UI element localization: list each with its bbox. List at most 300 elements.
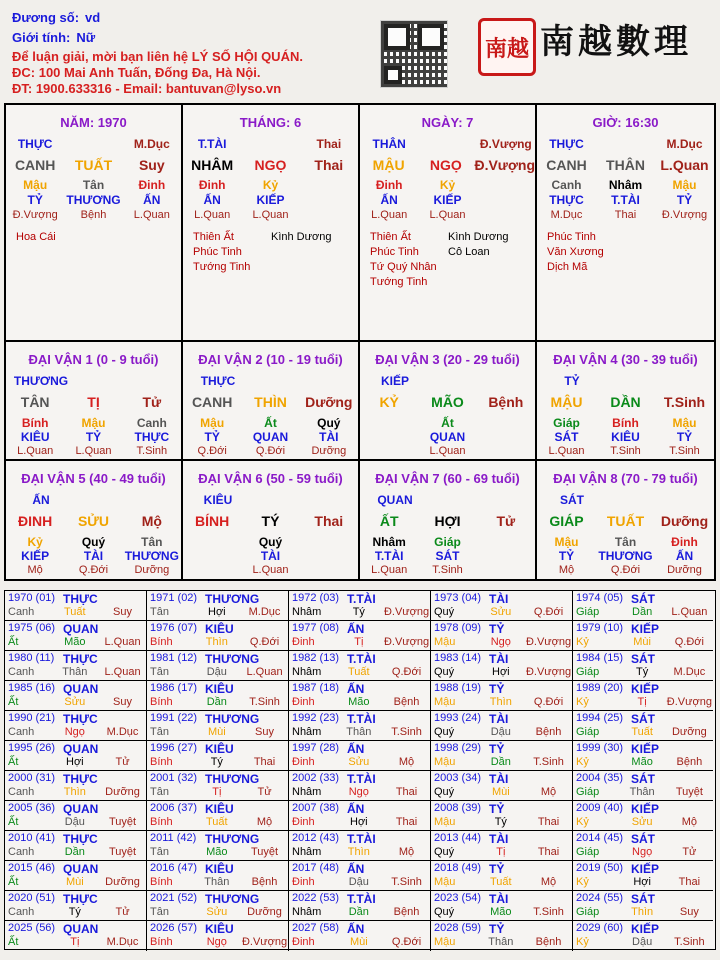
year-god: SÁT: [631, 892, 655, 906]
year-stem: Tân: [150, 666, 169, 678]
year-stage: Bệnh: [535, 726, 562, 738]
dai-van-main-cell: T.Sinh: [663, 394, 706, 410]
year-branch: Dần: [632, 606, 653, 618]
year-label: 2002 (33): [292, 772, 340, 784]
year-pillar: [431, 846, 572, 858]
year-label: 2004 (35): [576, 772, 624, 784]
dai-van-gods: [360, 430, 535, 444]
year-label: 2010 (41): [8, 832, 56, 844]
year-god: KIÊU: [205, 802, 234, 816]
year-cell[interactable]: [573, 771, 713, 801]
pillar-stages-cell: L.Quan: [252, 209, 289, 221]
pillar-hidden-cell: [477, 178, 535, 192]
year-cell[interactable]: [573, 861, 713, 891]
dai-van-5: [6, 461, 183, 580]
year-god: THƯƠNG: [205, 832, 260, 846]
dai-van-main-cell: ĐINH: [18, 513, 53, 529]
dai-van-gods-cell: TÀI: [319, 430, 339, 444]
dai-van-title: ĐẠI VẬN 4 (30 - 39 tuổi): [553, 352, 698, 367]
dai-van-hidden-cell: Giáp: [553, 416, 580, 430]
year-label: 2016 (47): [150, 862, 198, 874]
star-name: [448, 260, 526, 275]
dai-van-gods-cell: TÀI: [260, 549, 281, 563]
year-label: 2003 (34): [434, 772, 482, 784]
year-stage: Q.Đới: [674, 636, 704, 648]
dai-van-god-label: THỰC: [200, 374, 236, 388]
year-stage: Tuyệt: [108, 816, 137, 828]
year-stage: T.Sinh: [533, 906, 564, 918]
year-stage: Mộ: [398, 846, 415, 858]
year-stage: Tử: [257, 786, 272, 798]
dai-van-stages-cell: T.Sinh: [610, 445, 641, 457]
year-stage: Dưỡng: [247, 906, 282, 918]
year-stage: M.Dục: [248, 606, 281, 618]
pillar-stages: [360, 209, 535, 221]
pillar-gods-cell: TỶ: [676, 193, 693, 207]
year-stage: Q.Đới: [391, 936, 422, 948]
year-label: 2020 (51): [8, 892, 56, 904]
year-stem: Giáp: [576, 666, 600, 678]
pillar-stages-cell: L.Quan: [371, 209, 408, 221]
year-pillar: [289, 906, 430, 918]
pillar-title: NGÀY: 7: [421, 115, 474, 130]
dai-van-main: [537, 513, 714, 529]
year-branch: Ngọ: [632, 846, 653, 858]
year-god: KIẾP: [631, 802, 660, 816]
pillar-gods-cell: THƯƠNG: [66, 193, 121, 207]
year-label: 2014 (45): [576, 832, 624, 844]
year-cell[interactable]: [289, 591, 431, 621]
star-row: [370, 275, 526, 290]
year-cell[interactable]: [5, 591, 147, 621]
year-label: 2013 (44): [434, 832, 482, 844]
pillar-main: [360, 157, 535, 173]
dai-van-title: ĐẠI VẬN 8 (70 - 79 tuổi): [553, 471, 698, 486]
pillar-gods: [360, 193, 535, 207]
pillar-gods-cell: ẤN: [380, 193, 398, 207]
pillar-stages-cell: [300, 209, 358, 221]
year-cell[interactable]: [573, 651, 713, 681]
year-stem: Tân: [150, 786, 169, 798]
year-stage: T.Sinh: [674, 936, 705, 948]
subject-value: vd: [85, 10, 101, 25]
pillar-main-cell: Suy: [138, 157, 165, 173]
dai-van-stages-cell: Mộ: [27, 564, 43, 576]
year-cell[interactable]: [147, 741, 289, 771]
year-cell[interactable]: [289, 741, 431, 771]
dai-van-stages-cell: [477, 445, 535, 457]
year-god: THƯƠNG: [205, 712, 260, 726]
year-cell[interactable]: [431, 681, 573, 711]
year-stage: Q.Đới: [249, 636, 280, 648]
year-cell[interactable]: [5, 741, 147, 771]
year-cell[interactable]: [5, 711, 147, 741]
dai-van-7: [360, 461, 537, 580]
year-cell[interactable]: [431, 921, 573, 951]
year-stage: Q.Đới: [533, 606, 564, 618]
dai-van-title: ĐẠI VẬN 3 (20 - 29 tuổi): [375, 352, 520, 367]
pillar-top-cell: M.Dục: [666, 137, 703, 151]
dai-van-hidden-cell: Giáp: [434, 535, 461, 549]
pillar-hidden-cell: Canh: [551, 178, 582, 192]
pillar-top-cell: [64, 137, 122, 151]
year-stem: Ất: [8, 636, 19, 648]
dai-van-stages: [360, 564, 535, 576]
pillar-gods-cell: KIẾP: [256, 193, 285, 207]
year-god: T.TÀI: [347, 652, 376, 666]
year-cell[interactable]: [147, 801, 289, 831]
year-cell[interactable]: [573, 831, 713, 861]
year-god: T.TÀI: [347, 892, 376, 906]
year-cell[interactable]: [431, 861, 573, 891]
dai-van-main-cell: Bệnh: [488, 394, 524, 410]
year-cell[interactable]: [431, 891, 573, 921]
year-branch: Sửu: [631, 816, 653, 828]
year-stage: T.Sinh: [391, 726, 422, 738]
year-god: QUAN: [63, 622, 99, 636]
year-god: ẤN: [347, 622, 365, 636]
year-stem: Giáp: [576, 606, 600, 618]
dai-van-gods-cell: KIÊU: [20, 430, 50, 444]
pillar-top-cell: M.Dục: [133, 137, 170, 151]
year-branch: Sửu: [206, 906, 228, 918]
year-stem: Quý: [434, 606, 455, 618]
year-god: TÀI: [489, 652, 509, 666]
dai-van-hidden-cell: Ất: [264, 416, 277, 430]
year-stem: Đinh: [292, 636, 315, 648]
year-cell[interactable]: [573, 801, 713, 831]
year-cell[interactable]: [573, 921, 713, 951]
dai-van-god-label: THƯƠNG: [13, 374, 69, 388]
dai-van-gods: [537, 549, 714, 563]
dai-van-gods-cell: [477, 430, 535, 444]
year-label: 2015 (46): [8, 862, 56, 874]
year-god: T.TÀI: [347, 592, 376, 606]
year-pillar: [289, 606, 430, 618]
year-cell[interactable]: [5, 621, 147, 651]
year-cell[interactable]: [431, 801, 573, 831]
year-cell[interactable]: [289, 711, 431, 741]
year-cell[interactable]: [147, 681, 289, 711]
year-stage: Suy: [113, 606, 133, 618]
star-row: [370, 260, 526, 275]
year-stage: T.Sinh: [391, 876, 422, 888]
dai-van-gods-cell: [300, 549, 358, 563]
year-stage: M.Dục: [106, 936, 139, 948]
year-cell[interactable]: [5, 651, 147, 681]
dai-van-main-cell: TÝ: [261, 513, 280, 529]
star-name: [625, 260, 703, 275]
year-cell[interactable]: [147, 711, 289, 741]
star-name: Phúc Tinh: [547, 231, 596, 243]
year-stage: Bệnh: [393, 906, 420, 918]
year-cell[interactable]: [147, 771, 289, 801]
year-pillar: [147, 696, 288, 708]
year-cell[interactable]: [5, 801, 147, 831]
year-label: 2008 (39): [434, 802, 482, 814]
year-god: THỰC: [63, 592, 98, 606]
year-stage: Bệnh: [676, 756, 703, 768]
year-cell[interactable]: [573, 891, 713, 921]
gender-label: Giới tính:: [12, 30, 71, 45]
year-cell[interactable]: [573, 621, 713, 651]
year-god: ẤN: [347, 922, 365, 936]
year-cell[interactable]: [289, 921, 431, 951]
year-cell[interactable]: [5, 831, 147, 861]
year-label: 2000 (31): [8, 772, 56, 784]
gender-value: Nữ: [76, 30, 96, 45]
dai-van-main-cell: Dưỡng: [660, 513, 709, 529]
year-pillar: [289, 846, 430, 858]
year-stage: L.Quan: [246, 666, 283, 678]
year-cell[interactable]: [431, 831, 573, 861]
year-pillar: [431, 606, 572, 618]
year-cell[interactable]: [5, 891, 147, 921]
dai-van-hidden-cell: Bính: [612, 416, 639, 430]
year-stage: Tử: [115, 756, 130, 768]
year-pillar: [5, 876, 146, 888]
year-branch: Mùi: [207, 726, 226, 738]
year-stem: Ất: [8, 936, 19, 948]
year-stage: Dưỡng: [671, 726, 707, 738]
year-cell[interactable]: [289, 771, 431, 801]
year-cell[interactable]: [289, 831, 431, 861]
year-cell[interactable]: [431, 621, 573, 651]
year-label: 2001 (32): [150, 772, 198, 784]
year-label: 2005 (36): [8, 802, 56, 814]
year-branch: Hợi: [208, 606, 226, 618]
year-cell[interactable]: [5, 771, 147, 801]
year-god: THỰC: [63, 832, 98, 846]
year-pillar: [5, 726, 146, 738]
dai-van-title: ĐẠI VẬN 6 (50 - 59 tuổi): [198, 471, 343, 486]
year-stage: Suy: [255, 726, 275, 738]
year-god: QUAN: [63, 802, 99, 816]
dai-van-gods-cell: THƯƠNG: [598, 549, 653, 563]
year-cell[interactable]: [431, 591, 573, 621]
year-cell[interactable]: [431, 741, 573, 771]
year-stem: Đinh: [292, 816, 315, 828]
dai-van-stages-cell: Q.Đới: [610, 564, 641, 576]
dai-van-gods-cell: [183, 549, 241, 563]
year-branch: Dậu: [206, 666, 227, 678]
year-cell[interactable]: [431, 771, 573, 801]
year-label: 2006 (37): [150, 802, 198, 814]
dai-van-stages-cell: Dưỡng: [667, 564, 702, 576]
dai-van-gods: [360, 549, 535, 563]
year-label: 1970 (01): [8, 592, 56, 604]
subject-line: [12, 10, 100, 25]
year-cell[interactable]: [573, 591, 713, 621]
year-pillar: [147, 936, 288, 948]
star-row: [547, 260, 703, 275]
dai-van-stages-cell: [477, 564, 535, 576]
year-cell[interactable]: [289, 681, 431, 711]
dai-van-gods-cell: KIÊU: [611, 430, 640, 444]
year-stage: Thai: [253, 756, 276, 768]
year-cell[interactable]: [573, 741, 713, 771]
dai-van-main: [6, 513, 181, 529]
year-god: THỰC: [63, 652, 98, 666]
year-pillar: [431, 636, 572, 648]
year-cell[interactable]: [289, 861, 431, 891]
year-god: KIẾP: [631, 622, 660, 636]
year-pillar: [431, 786, 572, 798]
year-pillar: [573, 636, 713, 648]
dai-van-main: [183, 513, 358, 529]
year-stem: Quý: [434, 666, 455, 678]
year-stem: Canh: [8, 906, 35, 918]
year-stage: Mộ: [540, 786, 557, 798]
dai-van-god: [537, 374, 714, 388]
year-stage: T.Sinh: [249, 696, 280, 708]
pillar-hidden-cell: Kỷ: [262, 178, 279, 192]
dai-van-stages-cell: L.Quan: [75, 445, 112, 457]
year-stem: Nhâm: [292, 906, 322, 918]
dai-van-stages: [6, 564, 181, 576]
year-cell[interactable]: [289, 651, 431, 681]
dai-van-main-cell: TỊ: [87, 394, 100, 410]
year-pillar: [573, 606, 713, 618]
year-god: TỶ: [489, 802, 505, 816]
year-stem: Canh: [8, 606, 35, 618]
star-row: [16, 230, 172, 245]
pillar-stages: [6, 209, 181, 221]
year-cell[interactable]: [289, 891, 431, 921]
year-branch: Ngọ: [206, 936, 227, 948]
dai-van-stages-cell: L.Quan: [17, 445, 54, 457]
year-cell[interactable]: [289, 801, 431, 831]
qr-code-icon[interactable]: [380, 20, 448, 88]
dai-van-hidden-cell: Nhâm: [372, 535, 406, 549]
dai-van-hidden-cell: Kỷ: [27, 535, 43, 549]
year-cell[interactable]: [573, 681, 713, 711]
year-branch: Mão: [64, 636, 86, 648]
pillar-3: [537, 105, 714, 342]
dai-van-gods-cell: TỶ: [558, 549, 575, 563]
year-label: 2019 (50): [576, 862, 624, 874]
pillar-gods-cell: THỰC: [549, 193, 584, 207]
year-stage: Tuyệt: [108, 846, 137, 858]
star-name: Tướng Tinh: [193, 261, 251, 273]
year-label: 1974 (05): [576, 592, 624, 604]
year-branch: Dần: [348, 906, 369, 918]
dai-van-1: [6, 342, 183, 461]
dai-van-hidden: [183, 535, 358, 549]
year-cell[interactable]: [147, 591, 289, 621]
year-label: 1998 (29): [434, 742, 482, 754]
year-pillar: [431, 936, 572, 948]
star-row: [547, 245, 703, 260]
year-cell[interactable]: [147, 861, 289, 891]
dai-van-main-cell: THÌN: [254, 394, 287, 410]
year-god: KIẾP: [631, 922, 660, 936]
year-branch: Thìn: [63, 786, 86, 798]
year-cell[interactable]: [147, 891, 289, 921]
year-branch: Mão: [490, 906, 512, 918]
year-cell[interactable]: [147, 831, 289, 861]
dai-van-god-label: KIẾP: [380, 374, 409, 388]
pillar-gods-cell: TỶ: [27, 193, 43, 207]
year-label: 1988 (19): [434, 682, 482, 694]
year-pillar: [5, 606, 146, 618]
dai-van-stages-cell: Q.Đới: [255, 445, 286, 457]
pillar-gods: [183, 193, 358, 207]
year-cell[interactable]: [147, 651, 289, 681]
year-stage: Thai: [537, 816, 560, 828]
dai-van-hidden-cell: Ất: [441, 416, 454, 430]
pillar-top: [360, 137, 535, 151]
dai-van-hidden-cell: Tân: [141, 535, 163, 549]
star-name: [448, 275, 526, 290]
year-branch: Thìn: [347, 846, 370, 858]
year-stem: Canh: [8, 846, 35, 858]
year-stage: Đ.Vượng: [666, 696, 712, 708]
pillar-top-cell: Đ.Vượng: [479, 137, 532, 151]
year-pillar: [573, 846, 713, 858]
dai-van-stages-cell: T.Sinh: [669, 445, 700, 457]
year-label: 2024 (55): [576, 892, 624, 904]
year-pillar: [573, 816, 713, 828]
year-stem: Bính: [150, 876, 173, 888]
year-cell[interactable]: [573, 711, 713, 741]
star-name: [271, 260, 349, 275]
dai-van-hidden-cell: [477, 535, 535, 549]
year-pillar: [147, 816, 288, 828]
year-cell[interactable]: [289, 621, 431, 651]
pillar-gods-cell: KIẾP: [433, 193, 462, 207]
year-label: 1992 (23): [292, 712, 340, 724]
year-stem: Ất: [8, 816, 19, 828]
year-cell[interactable]: [147, 621, 289, 651]
year-cell[interactable]: [5, 921, 147, 951]
year-branch: Tị: [212, 786, 222, 798]
pillar-main: [537, 157, 714, 173]
year-pillar: [289, 876, 430, 888]
year-pillar: [289, 936, 430, 948]
year-cell[interactable]: [147, 921, 289, 951]
year-pillar: [289, 786, 430, 798]
year-stem: Nhâm: [292, 726, 322, 738]
year-branch: Tý: [494, 816, 507, 828]
year-cell[interactable]: [5, 681, 147, 711]
year-branch: Dần: [490, 756, 511, 768]
dai-van-main-cell: KỶ: [379, 394, 399, 410]
pillar-stars: [16, 230, 172, 245]
star-name: Phúc Tinh: [193, 246, 242, 258]
contact-phone-email[interactable]: ĐT: 1900.633316 - Email: bantuvan@lyso.vn: [12, 81, 282, 96]
year-god: SÁT: [631, 652, 655, 666]
year-label: 1999 (30): [576, 742, 624, 754]
dai-van-gods-cell: QUAN: [252, 430, 289, 444]
year-cell[interactable]: [5, 861, 147, 891]
year-pillar: [5, 936, 146, 948]
dai-van-hidden: [537, 416, 714, 430]
year-cell[interactable]: [431, 651, 573, 681]
year-stem: Nhâm: [292, 846, 322, 858]
year-pillar: [573, 876, 713, 888]
pillar-main-cell: CANH: [14, 157, 56, 173]
year-label: 1997 (28): [292, 742, 340, 754]
year-cell[interactable]: [431, 711, 573, 741]
year-stage: Thai: [395, 816, 418, 828]
year-stage: Thai: [537, 846, 560, 858]
year-god: KIÊU: [205, 682, 234, 696]
pillar-top-cell: THÂN: [372, 137, 406, 151]
year-stage: Dưỡng: [105, 786, 140, 798]
year-pillar: [573, 696, 713, 708]
year-god: SÁT: [631, 772, 655, 786]
